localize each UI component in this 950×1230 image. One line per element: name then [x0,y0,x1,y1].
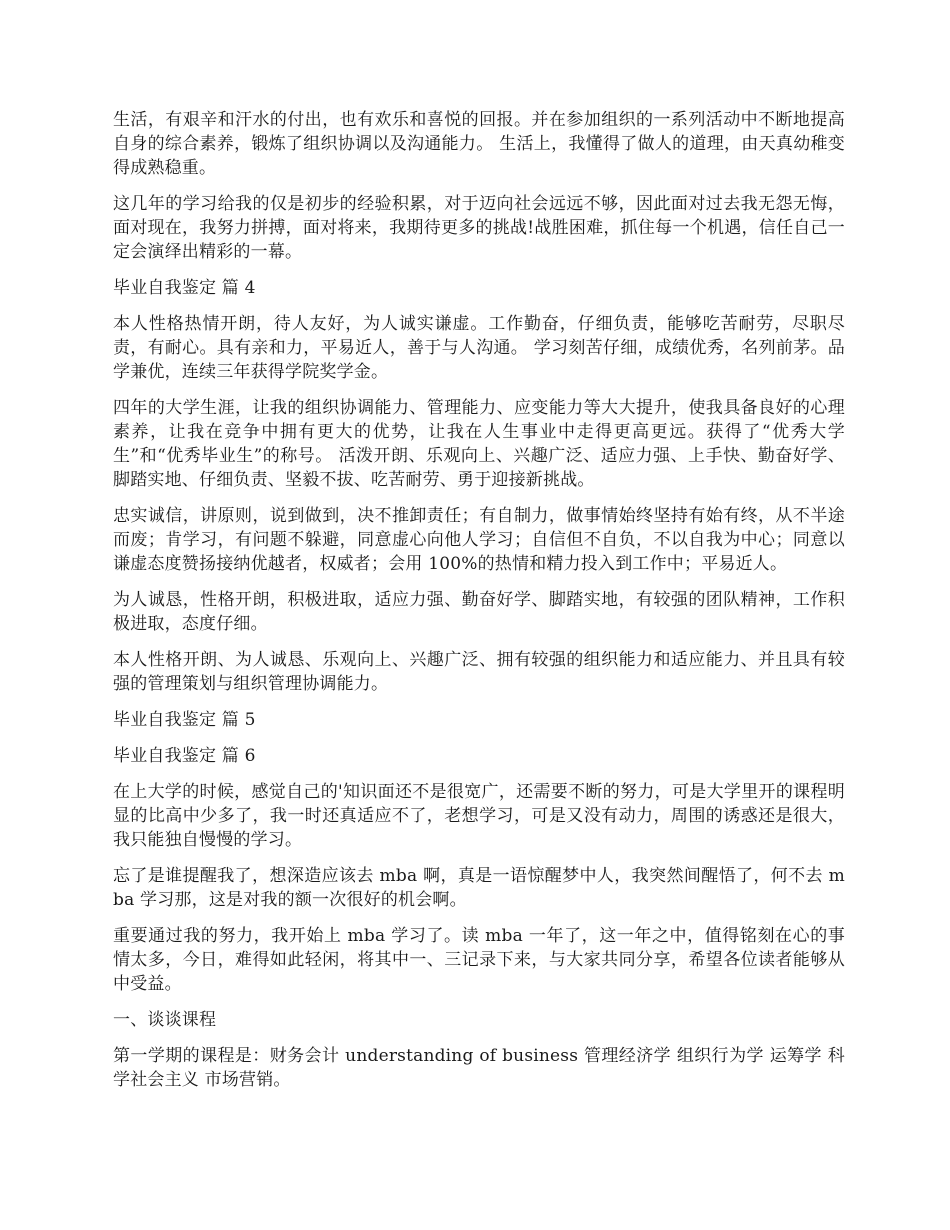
paragraph-mba-study: 重要通过我的努力，我开始上 mba 学习了。读 mba 一年了，这一年之中，值得铭刻在心的事情太多，今日，难得如此轻闲，将其中一、三记录下来，与大家共同分享，希望各位读者能够从中受益。 [113,926,845,994]
paragraph-mba-reminder: 忘了是谁提醒我了，想深造应该去 mba 啊，真是一语惊醒梦中人，我突然间醒悟了，何不去 mba 学习那，这是对我的额一次很好的机会啊。 [113,866,845,910]
paragraph-study-reflection: 这几年的学习给我的仅是初步的经验积累，对于迈向社会远远不够，因此面对过去我无怨无悔，面对现在，我努力拼搏，面对将来，我期待更多的挑战!战胜困难，抓住每一个机遇，信任自己一定会演绎出精彩的一幕。 [113,194,845,262]
section-heading-6: 毕业自我鉴定 篇 6 [113,746,256,766]
paragraph-life-summary: 生活，有艰辛和汗水的付出，也有欢乐和喜悦的回报。并在参加组织的一系列活动中不断地提高自身的综合素养，锻炼了组织协调以及沟通能力。 生活上，我懂得了做人的道理，由天真幼稚变得成熟稳重。 [113,110,845,178]
section-heading-5: 毕业自我鉴定 篇 5 [113,710,256,730]
section-heading-4: 毕业自我鉴定 篇 4 [113,278,256,298]
section-heading-courses: 一、谈谈课程 [113,1010,217,1030]
paragraph-character: 本人性格开朗、为人诚恳、乐观向上、兴趣广泛、拥有较强的组织能力和适应能力、并且具有较强的管理策划与组织管理协调能力。 [113,650,845,694]
paragraph-university: 在上大学的时候，感觉自己的'知识面还不是很宽广，还需要不断的努力，可是大学里开的课程明显的比高中少多了，我一时还真适应不了，老想学习，可是又没有动力，周围的诱惑还是很大，我只能独自慢慢的学习。 [113,782,845,850]
paragraph-sincere: 为人诚恳，性格开朗，积极进取，适应力强、勤奋好学、脚踏实地，有较强的团队精神，工作积极进取，态度仔细。 [113,590,845,634]
document-page [113,108,845,1104]
paragraph-first-semester: 第一学期的课程是：财务会计 understanding of business 管理经济学 组织行为学 运筹学 科学社会主义 市场营销。 [113,1046,845,1090]
paragraph-personality: 本人性格热情开朗，待人友好，为人诚实谦虚。工作勤奋，仔细负责，能够吃苦耐劳，尽职尽责，有耐心。具有亲和力，平易近人，善于与人沟通。 学习刻苦仔细，成绩优秀，名列前茅。品学兼优，连续三年获得学院奖学金。 [113,314,845,382]
paragraph-honesty: 忠实诚信，讲原则，说到做到，决不推卸责任；有自制力，做事情始终坚持有始有终，从不半途而废；肯学习，有问题不躲避，同意虚心向他人学习；自信但不自负，不以自我为中心；同意以谦虚态度赞扬接纳优越者，权威者；会用 100%的热情和精力投入到工作中；平易近人。 [113,506,845,574]
paragraph-four-years: 四年的大学生涯，让我的组织协调能力、管理能力、应变能力等大大提升，使我具备良好的心理素养，让我在竞争中拥有更大的优势，让我在人生事业中走得更高更远。获得了“优秀大学生”和“优秀毕业生”的称号。 活泼开朗、乐观向上、兴趣广泛、适应力强、上手快、勤奋好学、脚踏实地、仔细负责、坚毅不拔、吃苦耐劳、勇于迎接新挑战。 [113,398,845,490]
